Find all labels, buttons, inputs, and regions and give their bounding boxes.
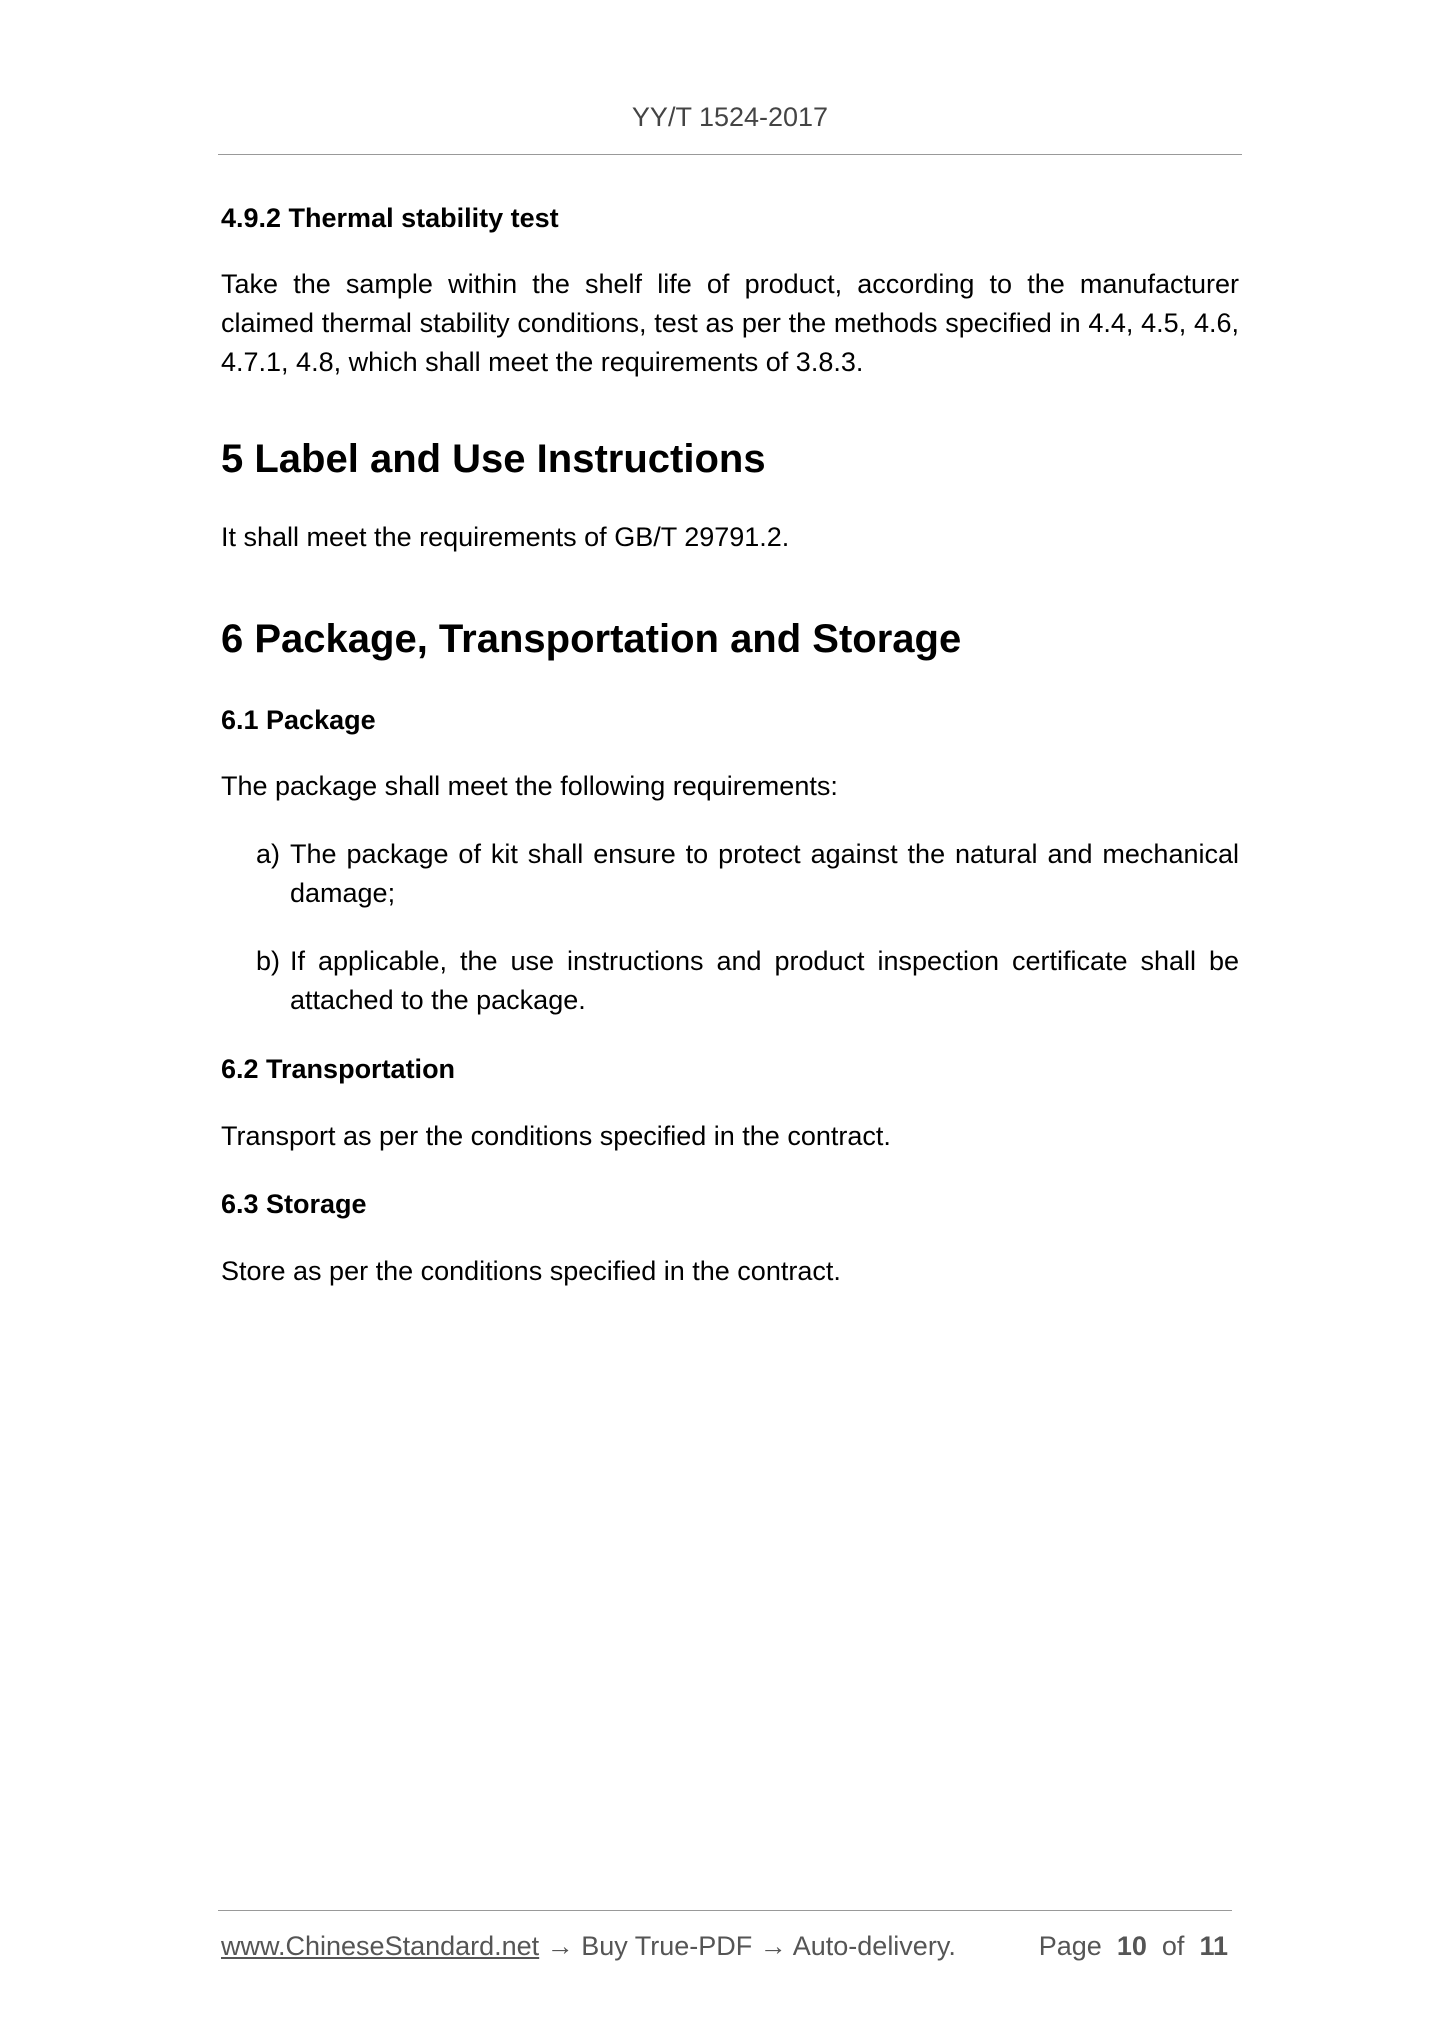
list-marker-a: a) — [256, 839, 281, 869]
page-label: Page — [1038, 1931, 1102, 1961]
heading-6-3: 6.3 Storage — [221, 1189, 367, 1219]
heading-6-1: 6.1 Package — [221, 705, 376, 735]
paragraph-thermal-stability: Take the sample within the shelf life of product, according to the manufacturer claimed thermal stability conditions, test as per the methods specified in 4.4, 4.5, 4.6, 4.7.1, 4.8, which shall meet the requirements of 3.8.3. — [221, 269, 1239, 377]
paragraph-label-requirements: It shall meet the requirements of GB/T 29791.2. — [221, 522, 790, 552]
paragraph-package-intro: The package shall meet the following requirements: — [221, 771, 838, 801]
page-content — [221, 198, 1239, 1291]
page-footer — [221, 1931, 1235, 1962]
paragraph-storage: Store as per the conditions specified in the contract. — [221, 1256, 841, 1286]
paragraph-transportation: Transport as per the conditions specified in the contract. — [221, 1121, 891, 1151]
footer-promo-text: → Buy True-PDF → Auto-delivery. — [539, 1931, 956, 1961]
list-item-a — [221, 835, 1239, 913]
heading-4-9-2: 4.9.2 Thermal stability test — [221, 203, 559, 233]
page-of-label: of — [1161, 1931, 1185, 1961]
page-number-info — [1039, 1931, 1228, 1962]
heading-section-6: 6 Package, Transportation and Storage — [221, 617, 962, 661]
page-header-doc-code: YY/T 1524-2017 — [631, 102, 829, 132]
page-total: 11 — [1199, 1931, 1228, 1961]
page-current: 10 — [1116, 1931, 1147, 1961]
list-text-a: The package of kit shall ensure to protect against the natural and mechanical damage; — [290, 839, 1239, 908]
list-item-b — [221, 942, 1239, 1020]
list-text-b: If applicable, the use instructions and product inspection certificate shall be attached to the package. — [290, 946, 1239, 1015]
website-link[interactable]: www.ChineseStandard.net — [221, 1931, 540, 1961]
heading-6-2: 6.2 Transportation — [221, 1054, 456, 1084]
header-divider — [218, 154, 1242, 155]
list-marker-b: b) — [256, 946, 281, 976]
footer-divider — [218, 1910, 1232, 1911]
heading-section-5: 5 Label and Use Instructions — [221, 437, 766, 481]
